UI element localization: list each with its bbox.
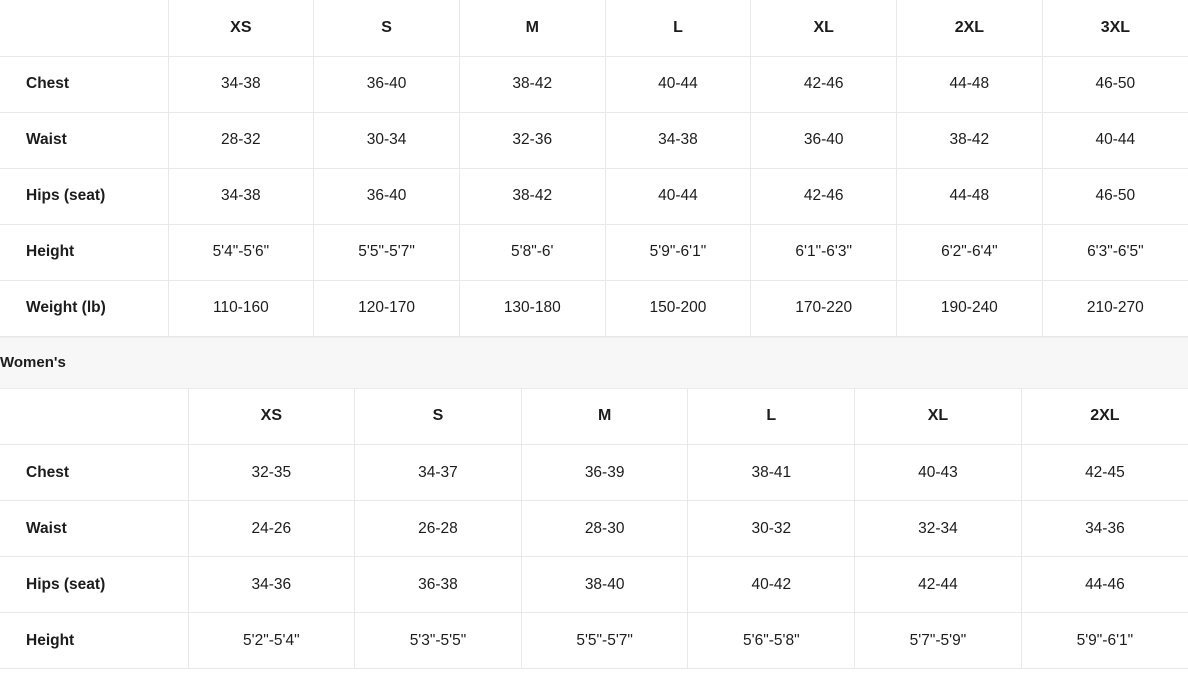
mens-header-xl: XL [751, 0, 897, 56]
table-cell: 34-36 [1021, 501, 1188, 557]
womens-table-body [0, 445, 1188, 669]
table-header-row [0, 0, 1188, 56]
table-cell: 44-48 [897, 168, 1043, 224]
table-header-row [0, 389, 1188, 445]
table-cell: 44-46 [1021, 557, 1188, 613]
table-cell: 36-40 [314, 56, 460, 112]
row-label-weight: Weight (lb) [0, 280, 168, 336]
table-cell: 5'8"-6' [459, 224, 605, 280]
table-row [0, 112, 1188, 168]
table-cell: 5'2"-5'4" [188, 613, 355, 669]
womens-header-xl: XL [855, 389, 1022, 445]
table-cell: 38-40 [521, 557, 688, 613]
row-label-height: Height [0, 613, 188, 669]
mens-size-table [0, 0, 1188, 337]
table-cell: 42-46 [751, 56, 897, 112]
row-label-hips: Hips (seat) [0, 557, 188, 613]
table-row [0, 56, 1188, 112]
table-row [0, 557, 1188, 613]
mens-table-header [0, 0, 1188, 56]
womens-table-header [0, 389, 1188, 445]
table-row [0, 445, 1188, 501]
table-cell: 36-39 [521, 445, 688, 501]
table-cell: 32-36 [459, 112, 605, 168]
table-cell: 40-44 [605, 56, 751, 112]
table-cell: 36-38 [355, 557, 522, 613]
table-cell: 46-50 [1042, 168, 1188, 224]
table-row [0, 224, 1188, 280]
womens-header-xs: XS [188, 389, 355, 445]
womens-header-corner [0, 389, 188, 445]
womens-size-table [0, 389, 1188, 670]
table-cell: 38-42 [897, 112, 1043, 168]
table-cell: 28-32 [168, 112, 314, 168]
table-cell: 5'7"-5'9" [855, 613, 1022, 669]
table-cell: 150-200 [605, 280, 751, 336]
womens-header-m: M [521, 389, 688, 445]
table-cell: 34-38 [605, 112, 751, 168]
womens-header-2xl: 2XL [1021, 389, 1188, 445]
row-label-waist: Waist [0, 112, 168, 168]
mens-header-corner [0, 0, 168, 56]
table-cell: 42-45 [1021, 445, 1188, 501]
table-cell: 40-44 [1042, 112, 1188, 168]
table-cell: 30-32 [688, 501, 855, 557]
womens-header-l: L [688, 389, 855, 445]
table-cell: 42-44 [855, 557, 1022, 613]
table-cell: 44-48 [897, 56, 1043, 112]
table-cell: 40-42 [688, 557, 855, 613]
table-cell: 38-42 [459, 56, 605, 112]
table-cell: 5'6"-5'8" [688, 613, 855, 669]
table-cell: 34-38 [168, 56, 314, 112]
mens-table-body [0, 56, 1188, 336]
table-row [0, 613, 1188, 669]
table-cell: 36-40 [314, 168, 460, 224]
table-cell: 32-35 [188, 445, 355, 501]
table-cell: 5'5"-5'7" [314, 224, 460, 280]
table-cell: 40-44 [605, 168, 751, 224]
mens-header-l: L [605, 0, 751, 56]
table-cell: 28-30 [521, 501, 688, 557]
table-cell: 5'3"-5'5" [355, 613, 522, 669]
table-cell: 40-43 [855, 445, 1022, 501]
mens-header-m: M [459, 0, 605, 56]
mens-header-xs: XS [168, 0, 314, 56]
row-label-height: Height [0, 224, 168, 280]
table-cell: 190-240 [897, 280, 1043, 336]
table-cell: 32-34 [855, 501, 1022, 557]
table-cell: 34-36 [188, 557, 355, 613]
table-cell: 30-34 [314, 112, 460, 168]
section-title-womens: Women's [0, 337, 1188, 389]
table-row [0, 501, 1188, 557]
table-cell: 110-160 [168, 280, 314, 336]
table-cell: 38-42 [459, 168, 605, 224]
table-cell: 170-220 [751, 280, 897, 336]
table-cell: 130-180 [459, 280, 605, 336]
table-cell: 26-28 [355, 501, 522, 557]
table-cell: 6'1"-6'3" [751, 224, 897, 280]
table-cell: 5'5"-5'7" [521, 613, 688, 669]
row-label-chest: Chest [0, 56, 168, 112]
table-cell: 34-37 [355, 445, 522, 501]
womens-header-s: S [355, 389, 522, 445]
row-label-chest: Chest [0, 445, 188, 501]
mens-header-s: S [314, 0, 460, 56]
table-cell: 6'3"-6'5" [1042, 224, 1188, 280]
table-cell: 5'4"-5'6" [168, 224, 314, 280]
table-cell: 38-41 [688, 445, 855, 501]
row-label-waist: Waist [0, 501, 188, 557]
table-cell: 120-170 [314, 280, 460, 336]
table-cell: 6'2"-6'4" [897, 224, 1043, 280]
table-cell: 46-50 [1042, 56, 1188, 112]
table-row [0, 168, 1188, 224]
table-cell: 5'9"-6'1" [605, 224, 751, 280]
table-cell: 36-40 [751, 112, 897, 168]
row-label-hips: Hips (seat) [0, 168, 168, 224]
table-cell: 5'9"-6'1" [1021, 613, 1188, 669]
table-cell: 210-270 [1042, 280, 1188, 336]
table-cell: 34-38 [168, 168, 314, 224]
table-cell: 24-26 [188, 501, 355, 557]
table-row [0, 280, 1188, 336]
mens-header-3xl: 3XL [1042, 0, 1188, 56]
mens-header-2xl: 2XL [897, 0, 1043, 56]
table-cell: 42-46 [751, 168, 897, 224]
